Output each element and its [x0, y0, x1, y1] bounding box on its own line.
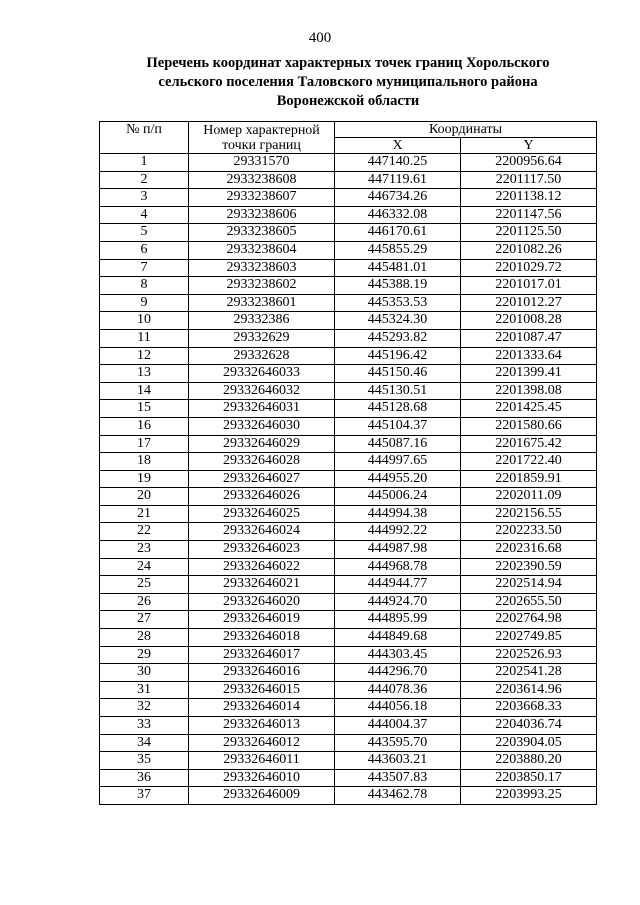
cell-point-id: 2933238605: [189, 224, 335, 242]
cell-point-id: 29332646015: [189, 681, 335, 699]
cell-point-id: 29332646026: [189, 488, 335, 506]
table-row: [100, 505, 597, 523]
cell-y: 2202156.55: [461, 505, 597, 523]
cell-point-id: 29332646031: [189, 400, 335, 418]
table-row: [100, 646, 597, 664]
table-row: [100, 470, 597, 488]
table-row: [100, 611, 597, 629]
cell-y: 2201008.28: [461, 312, 597, 330]
cell-point-id: 29332646009: [189, 787, 335, 805]
cell-y: 2203614.96: [461, 681, 597, 699]
cell-y: 2201859.91: [461, 470, 597, 488]
table-row: [100, 382, 597, 400]
cell-x: 447119.61: [335, 171, 461, 189]
cell-number: 28: [100, 629, 189, 647]
table-row: [100, 699, 597, 717]
table-row: [100, 681, 597, 699]
cell-x: 446734.26: [335, 189, 461, 207]
title-line: Воронежской области: [276, 93, 420, 109]
cell-x: 445128.68: [335, 400, 461, 418]
cell-x: 443595.70: [335, 734, 461, 752]
cell-point-id: 29332646021: [189, 576, 335, 594]
cell-point-id: 2933238606: [189, 206, 335, 224]
cell-point-id: 29332646030: [189, 417, 335, 435]
cell-y: 2200956.64: [461, 154, 597, 172]
cell-x: 444924.70: [335, 593, 461, 611]
cell-number: 37: [100, 787, 189, 805]
cell-number: 3: [100, 189, 189, 207]
table-row: [100, 717, 597, 735]
cell-point-id: 29332646024: [189, 523, 335, 541]
cell-number: 31: [100, 681, 189, 699]
cell-number: 10: [100, 312, 189, 330]
cell-y: 2202390.59: [461, 558, 597, 576]
cell-x: 445481.01: [335, 259, 461, 277]
cell-number: 36: [100, 769, 189, 787]
cell-point-id: 29332646025: [189, 505, 335, 523]
cell-number: 22: [100, 523, 189, 541]
table-row: [100, 154, 597, 172]
cell-point-id: 29332628: [189, 347, 335, 365]
cell-y: 2202541.28: [461, 664, 597, 682]
table-row: [100, 347, 597, 365]
cell-number: 24: [100, 558, 189, 576]
cell-number: 9: [100, 294, 189, 312]
cell-point-id: 29332646014: [189, 699, 335, 717]
cell-x: 446170.61: [335, 224, 461, 242]
cell-y: 2201125.50: [461, 224, 597, 242]
table-row: [100, 365, 597, 383]
cell-x: 447140.25: [335, 154, 461, 172]
table-row: [100, 417, 597, 435]
cell-point-id: 29332646023: [189, 541, 335, 559]
cell-number: 4: [100, 206, 189, 224]
table-row: [100, 241, 597, 259]
table-row: [100, 629, 597, 647]
cell-point-id: 29332646011: [189, 752, 335, 770]
cell-point-id: 29332386: [189, 312, 335, 330]
cell-number: 13: [100, 365, 189, 383]
cell-y: 2203850.17: [461, 769, 597, 787]
table-row: [100, 312, 597, 330]
page-number: 400: [308, 30, 332, 46]
cell-x: 445855.29: [335, 241, 461, 259]
cell-point-id: 29332646028: [189, 453, 335, 471]
table-row: [100, 576, 597, 594]
cell-x: 445196.42: [335, 347, 461, 365]
cell-number: 15: [100, 400, 189, 418]
cell-y: 2201082.26: [461, 241, 597, 259]
cell-number: 29: [100, 646, 189, 664]
table-row: [100, 593, 597, 611]
table-row: [100, 435, 597, 453]
cell-x: 444849.68: [335, 629, 461, 647]
cell-point-id: 29332646020: [189, 593, 335, 611]
table-row: [100, 400, 597, 418]
cell-y: 2201012.27: [461, 294, 597, 312]
cell-y: 2202011.09: [461, 488, 597, 506]
cell-y: 2203993.25: [461, 787, 597, 805]
cell-x: 443603.21: [335, 752, 461, 770]
cell-x: 444004.37: [335, 717, 461, 735]
cell-x: 444987.98: [335, 541, 461, 559]
cell-x: 443462.78: [335, 787, 461, 805]
cell-point-id: 29332646018: [189, 629, 335, 647]
cell-point-id: 29332646017: [189, 646, 335, 664]
cell-point-id: 2933238608: [189, 171, 335, 189]
table-row: [100, 277, 597, 295]
cell-x: 444078.36: [335, 681, 461, 699]
cell-x: 444303.45: [335, 646, 461, 664]
cell-y: 2201675.42: [461, 435, 597, 453]
cell-y: 2201147.56: [461, 206, 597, 224]
cell-x: 445104.37: [335, 417, 461, 435]
cell-y: 2202233.50: [461, 523, 597, 541]
cell-point-id: 29332646033: [189, 365, 335, 383]
cell-number: 19: [100, 470, 189, 488]
cell-number: 33: [100, 717, 189, 735]
table-row: [100, 259, 597, 277]
cell-point-id: 2933238604: [189, 241, 335, 259]
cell-point-id: 29332646010: [189, 769, 335, 787]
cell-x: 444994.38: [335, 505, 461, 523]
cell-x: 445388.19: [335, 277, 461, 295]
cell-number: 21: [100, 505, 189, 523]
cell-point-id: 2933238601: [189, 294, 335, 312]
table-row: [100, 224, 597, 242]
cell-number: 2: [100, 171, 189, 189]
table-row: [100, 769, 597, 787]
cell-x: 444968.78: [335, 558, 461, 576]
cell-number: 32: [100, 699, 189, 717]
cell-number: 18: [100, 453, 189, 471]
cell-y: 2202764.98: [461, 611, 597, 629]
table-row: [100, 189, 597, 207]
table-row: [100, 787, 597, 805]
header-coordinates: Координаты: [335, 122, 597, 138]
cell-y: 2202526.93: [461, 646, 597, 664]
table-row: [100, 558, 597, 576]
cell-point-id: 2933238603: [189, 259, 335, 277]
table-row: [100, 206, 597, 224]
title-line: Перечень координат характерных точек границ Хорольского: [146, 55, 550, 71]
cell-point-id: 29332646029: [189, 435, 335, 453]
cell-point-id: 29332646019: [189, 611, 335, 629]
cell-y: 2201398.08: [461, 382, 597, 400]
table-row: [100, 734, 597, 752]
cell-number: 30: [100, 664, 189, 682]
cell-y: 2202514.94: [461, 576, 597, 594]
cell-x: 444056.18: [335, 699, 461, 717]
cell-y: 2201722.40: [461, 453, 597, 471]
header-number: № п/п: [100, 122, 189, 154]
cell-number: 23: [100, 541, 189, 559]
header-x: X: [335, 138, 461, 154]
table-row: [100, 329, 597, 347]
cell-x: 446332.08: [335, 206, 461, 224]
table-row: [100, 752, 597, 770]
cell-number: 8: [100, 277, 189, 295]
cell-number: 20: [100, 488, 189, 506]
header-point: [189, 122, 335, 154]
cell-x: 445006.24: [335, 488, 461, 506]
table-row: [100, 294, 597, 312]
cell-number: 35: [100, 752, 189, 770]
cell-x: 444944.77: [335, 576, 461, 594]
cell-point-id: 29332646012: [189, 734, 335, 752]
cell-y: 2201333.64: [461, 347, 597, 365]
cell-number: 26: [100, 593, 189, 611]
cell-number: 5: [100, 224, 189, 242]
cell-x: 444296.70: [335, 664, 461, 682]
cell-y: 2201117.50: [461, 171, 597, 189]
table-row: [100, 541, 597, 559]
cell-y: 2202749.85: [461, 629, 597, 647]
table-row: [100, 453, 597, 471]
cell-x: 445150.46: [335, 365, 461, 383]
cell-x: 444895.99: [335, 611, 461, 629]
cell-x: 444955.20: [335, 470, 461, 488]
title-line: сельского поселения Таловского муниципального района: [158, 74, 538, 90]
cell-number: 34: [100, 734, 189, 752]
cell-y: 2201029.72: [461, 259, 597, 277]
cell-number: 6: [100, 241, 189, 259]
cell-number: 1: [100, 154, 189, 172]
cell-number: 12: [100, 347, 189, 365]
table-row: [100, 171, 597, 189]
cell-point-id: 29332646016: [189, 664, 335, 682]
cell-point-id: 29332646013: [189, 717, 335, 735]
cell-x: 445130.51: [335, 382, 461, 400]
cell-x: 445324.30: [335, 312, 461, 330]
cell-number: 17: [100, 435, 189, 453]
cell-x: 444997.65: [335, 453, 461, 471]
cell-y: 2203880.20: [461, 752, 597, 770]
cell-y: 2201087.47: [461, 329, 597, 347]
cell-point-id: 29332646022: [189, 558, 335, 576]
cell-y: 2201425.45: [461, 400, 597, 418]
table-row: [100, 488, 597, 506]
cell-number: 7: [100, 259, 189, 277]
table-row: [100, 523, 597, 541]
cell-y: 2203668.33: [461, 699, 597, 717]
cell-y: 2204036.74: [461, 717, 597, 735]
cell-point-id: 29332646027: [189, 470, 335, 488]
header-y: Y: [461, 138, 597, 154]
coordinates-table: [99, 121, 597, 805]
cell-point-id: 29332646032: [189, 382, 335, 400]
cell-y: 2203904.05: [461, 734, 597, 752]
cell-number: 27: [100, 611, 189, 629]
cell-number: 25: [100, 576, 189, 594]
cell-x: 445293.82: [335, 329, 461, 347]
cell-number: 14: [100, 382, 189, 400]
cell-x: 443507.83: [335, 769, 461, 787]
cell-number: 16: [100, 417, 189, 435]
cell-point-id: 2933238607: [189, 189, 335, 207]
cell-y: 2201138.12: [461, 189, 597, 207]
cell-number: 11: [100, 329, 189, 347]
cell-x: 445087.16: [335, 435, 461, 453]
cell-point-id: 2933238602: [189, 277, 335, 295]
cell-point-id: 29331570: [189, 154, 335, 172]
cell-y: 2202655.50: [461, 593, 597, 611]
cell-x: 444992.22: [335, 523, 461, 541]
cell-y: 2202316.68: [461, 541, 597, 559]
header-point-line: Номер характерной: [203, 122, 320, 138]
cell-y: 2201580.66: [461, 417, 597, 435]
cell-point-id: 29332629: [189, 329, 335, 347]
cell-x: 445353.53: [335, 294, 461, 312]
document-title: [100, 54, 596, 111]
cell-y: 2201017.01: [461, 277, 597, 295]
cell-y: 2201399.41: [461, 365, 597, 383]
table-row: [100, 664, 597, 682]
header-point-line: точки границ: [222, 137, 301, 153]
